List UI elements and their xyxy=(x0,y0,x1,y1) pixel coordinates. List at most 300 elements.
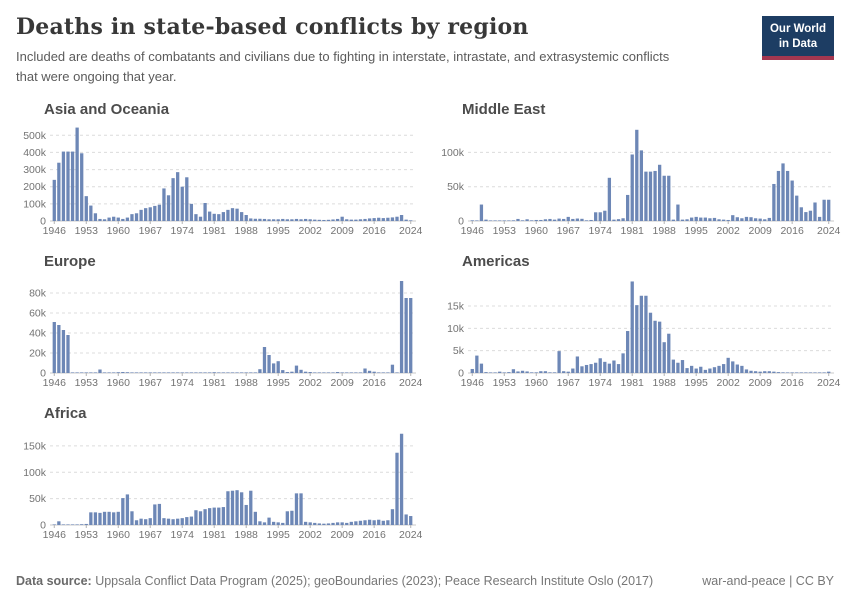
bar-2018 xyxy=(800,373,803,374)
bar-2013 xyxy=(777,372,780,373)
bar-2011 xyxy=(350,220,353,221)
bar-1963 xyxy=(130,214,133,221)
bar-1992 xyxy=(263,219,266,221)
bar-2005 xyxy=(322,373,325,374)
bar-2004 xyxy=(318,220,321,221)
bar-1972 xyxy=(171,373,174,374)
bar-1984 xyxy=(644,172,647,221)
bar-1998 xyxy=(708,369,711,373)
bar-1957 xyxy=(103,220,106,222)
bar-1964 xyxy=(553,220,556,221)
bar-1982 xyxy=(635,130,638,221)
bar-2022 xyxy=(400,215,403,221)
bar-1967 xyxy=(567,372,570,373)
bar-2009 xyxy=(341,217,344,221)
bar-2002 xyxy=(727,220,730,221)
bar-1949 xyxy=(484,220,487,221)
svg-text:2024: 2024 xyxy=(399,225,423,238)
bar-1993 xyxy=(267,355,270,373)
bar-2000 xyxy=(299,220,302,222)
bar-1965 xyxy=(139,519,142,525)
svg-text:2024: 2024 xyxy=(817,225,841,238)
bar-chart-asia-oceania xyxy=(16,121,423,239)
bar-2012 xyxy=(772,372,775,373)
bar-1946 xyxy=(471,369,474,373)
svg-text:2002: 2002 xyxy=(298,529,322,542)
bar-1964 xyxy=(135,214,138,222)
bar-2019 xyxy=(386,373,389,374)
chart-panel-africa xyxy=(16,405,423,543)
bar-2017 xyxy=(377,373,380,374)
bar-2008 xyxy=(754,371,757,373)
bar-2005 xyxy=(322,524,325,525)
bar-1971 xyxy=(167,519,170,525)
bar-1956 xyxy=(516,219,519,221)
bar-1954 xyxy=(89,513,92,526)
bar-2020 xyxy=(809,373,812,374)
bar-2020 xyxy=(809,211,812,221)
header-text xyxy=(16,14,684,87)
bar-2010 xyxy=(763,371,766,373)
bar-1963 xyxy=(548,373,551,374)
svg-text:1953: 1953 xyxy=(74,225,98,238)
svg-text:10k: 10k xyxy=(447,323,464,336)
bar-1986 xyxy=(653,171,656,221)
bar-2018 xyxy=(800,208,803,222)
bar-1976 xyxy=(608,364,611,373)
svg-text:1946: 1946 xyxy=(42,377,66,390)
bar-1972 xyxy=(171,519,174,525)
bar-2000 xyxy=(717,366,720,373)
bar-2002 xyxy=(727,358,730,373)
svg-text:1967: 1967 xyxy=(138,529,162,542)
svg-text:2024: 2024 xyxy=(817,377,841,390)
bar-1964 xyxy=(135,521,138,526)
bar-1957 xyxy=(103,512,106,525)
bar-2024 xyxy=(409,516,412,525)
svg-text:1960: 1960 xyxy=(106,225,130,238)
bar-1972 xyxy=(589,220,592,221)
bar-2014 xyxy=(363,521,366,526)
bar-2020 xyxy=(391,218,394,222)
bar-1958 xyxy=(107,373,110,374)
bar-1977 xyxy=(612,220,615,221)
bar-2000 xyxy=(299,494,302,526)
bar-2021 xyxy=(813,203,816,222)
svg-text:1974: 1974 xyxy=(170,529,194,542)
bar-1980 xyxy=(626,331,629,373)
svg-text:0: 0 xyxy=(458,367,464,380)
bar-2001 xyxy=(722,220,725,221)
svg-text:100k: 100k xyxy=(441,147,464,160)
bar-1983 xyxy=(222,507,225,525)
svg-text:1946: 1946 xyxy=(42,529,66,542)
bar-2002 xyxy=(309,220,312,222)
bar-1988 xyxy=(663,176,666,221)
owid-logo[interactable] xyxy=(762,16,834,60)
svg-text:1981: 1981 xyxy=(620,225,644,238)
svg-text:1988: 1988 xyxy=(234,529,258,542)
bar-1976 xyxy=(190,204,193,221)
bar-1952 xyxy=(80,373,83,374)
bar-2024 xyxy=(409,298,412,373)
bar-1988 xyxy=(245,505,248,525)
svg-text:0: 0 xyxy=(458,215,464,228)
chart-panel-europe xyxy=(16,253,423,391)
bar-2005 xyxy=(322,220,325,221)
bar-2006 xyxy=(745,217,748,221)
bar-2013 xyxy=(359,373,362,374)
bar-2020 xyxy=(391,365,394,373)
bar-2003 xyxy=(313,373,316,374)
bar-1953 xyxy=(503,221,506,222)
bar-1976 xyxy=(608,178,611,221)
bar-1965 xyxy=(139,373,142,374)
bar-1951 xyxy=(493,221,496,222)
bar-1975 xyxy=(185,178,188,222)
bar-1995 xyxy=(695,217,698,221)
bar-2010 xyxy=(345,523,348,525)
bar-1960 xyxy=(535,220,538,221)
bar-1976 xyxy=(190,517,193,525)
bar-2021 xyxy=(395,217,398,221)
bar-2023 xyxy=(823,200,826,221)
bar-1981 xyxy=(213,214,216,221)
chart-title-africa: Africa xyxy=(44,405,87,423)
bar-1969 xyxy=(158,205,161,221)
bar-1996 xyxy=(699,367,702,373)
bar-2022 xyxy=(818,217,821,221)
data-source-text: Uppsala Conflict Data Program (2025); geoBoundaries (2023); Peace Research Institute Oslo (2017) xyxy=(91,574,654,588)
bar-1989 xyxy=(249,373,252,374)
bar-1999 xyxy=(295,219,298,221)
bar-1955 xyxy=(512,369,515,373)
bar-1961 xyxy=(121,219,124,221)
bar-1987 xyxy=(658,322,661,373)
bar-1973 xyxy=(176,172,179,221)
bar-1998 xyxy=(290,511,293,525)
svg-text:1974: 1974 xyxy=(588,377,612,390)
bar-1975 xyxy=(185,373,188,374)
svg-text:50k: 50k xyxy=(29,493,46,506)
bar-2011 xyxy=(768,218,771,221)
bar-1977 xyxy=(194,373,197,374)
bar-1974 xyxy=(599,359,602,374)
svg-text:80k: 80k xyxy=(29,287,46,300)
svg-text:200k: 200k xyxy=(23,181,46,194)
bar-2002 xyxy=(309,523,312,526)
bar-2006 xyxy=(327,220,330,221)
bar-1973 xyxy=(176,519,179,525)
bar-1969 xyxy=(158,373,161,374)
bar-1994 xyxy=(690,218,693,221)
footer xyxy=(16,574,834,588)
bar-2013 xyxy=(777,171,780,221)
attribution: war-and-peace | CC BY xyxy=(702,574,834,588)
svg-text:1995: 1995 xyxy=(266,225,290,238)
bar-1959 xyxy=(530,221,533,222)
bar-2017 xyxy=(795,373,798,374)
svg-text:1960: 1960 xyxy=(524,225,548,238)
bar-2013 xyxy=(359,220,362,222)
svg-text:1953: 1953 xyxy=(74,529,98,542)
bar-1961 xyxy=(121,372,124,373)
bar-1991 xyxy=(676,363,679,373)
bar-1978 xyxy=(199,217,202,221)
bar-1957 xyxy=(103,373,106,374)
bar-1951 xyxy=(75,128,78,221)
bar-1996 xyxy=(281,523,284,525)
bar-1983 xyxy=(640,151,643,222)
bar-2012 xyxy=(354,220,357,221)
bar-1956 xyxy=(98,370,101,374)
bar-1990 xyxy=(254,512,257,525)
bar-1971 xyxy=(585,221,588,222)
svg-text:1967: 1967 xyxy=(138,377,162,390)
bar-1981 xyxy=(213,508,216,525)
bar-2014 xyxy=(363,219,366,221)
svg-text:1981: 1981 xyxy=(202,225,226,238)
bar-1961 xyxy=(539,220,542,221)
svg-text:1995: 1995 xyxy=(684,225,708,238)
bar-2015 xyxy=(368,371,371,373)
bar-2007 xyxy=(331,523,334,525)
svg-text:2016: 2016 xyxy=(362,225,386,238)
bar-2015 xyxy=(786,373,789,374)
bar-1948 xyxy=(62,152,65,221)
bar-1955 xyxy=(512,221,515,222)
bar-1949 xyxy=(484,372,487,373)
bar-1977 xyxy=(194,214,197,221)
bar-1993 xyxy=(267,220,270,222)
bar-1994 xyxy=(272,522,275,525)
bar-1996 xyxy=(281,370,284,373)
bar-1968 xyxy=(571,369,574,373)
svg-text:50k: 50k xyxy=(447,181,464,194)
bar-1972 xyxy=(171,178,174,221)
bar-2019 xyxy=(804,373,807,374)
bar-2016 xyxy=(373,372,376,373)
bar-1965 xyxy=(557,219,560,221)
bar-1976 xyxy=(190,373,193,374)
svg-text:1988: 1988 xyxy=(234,377,258,390)
bar-1970 xyxy=(580,367,583,374)
bar-1947 xyxy=(57,163,60,221)
bar-1952 xyxy=(498,221,501,222)
bar-1978 xyxy=(617,219,620,221)
bar-1992 xyxy=(681,220,684,221)
bar-1973 xyxy=(176,373,179,374)
bar-1975 xyxy=(603,211,606,221)
bar-1952 xyxy=(498,372,501,373)
bar-2007 xyxy=(749,218,752,222)
bar-1990 xyxy=(672,360,675,373)
bar-2024 xyxy=(409,221,412,222)
bar-1989 xyxy=(249,491,252,525)
bar-1995 xyxy=(277,523,280,526)
svg-text:1995: 1995 xyxy=(266,529,290,542)
chart-subtitle: Included are deaths of combatants and civilians due to fighting in interstate, intrastate, and extrasystemic conflicts that were ongoing that year. xyxy=(16,49,670,85)
bar-1977 xyxy=(194,511,197,526)
bar-2024 xyxy=(827,372,830,373)
bar-2015 xyxy=(368,520,371,525)
bar-2004 xyxy=(318,373,321,374)
bar-1955 xyxy=(94,513,97,526)
bar-2002 xyxy=(309,372,312,373)
bar-1969 xyxy=(158,504,161,525)
bar-2018 xyxy=(382,218,385,221)
bar-1967 xyxy=(149,518,152,525)
bar-1959 xyxy=(530,373,533,374)
bar-1955 xyxy=(94,373,97,374)
bar-1988 xyxy=(663,342,666,373)
bar-1978 xyxy=(617,364,620,373)
bar-2021 xyxy=(813,373,816,374)
bar-2009 xyxy=(341,523,344,526)
svg-text:1953: 1953 xyxy=(74,377,98,390)
bar-2023 xyxy=(823,373,826,374)
bar-1956 xyxy=(98,513,101,525)
bar-1951 xyxy=(75,525,78,526)
bar-1986 xyxy=(235,490,238,525)
svg-text:1946: 1946 xyxy=(460,225,484,238)
svg-text:1981: 1981 xyxy=(202,529,226,542)
page-title: Deaths in state-based conflicts by region xyxy=(16,14,529,40)
svg-text:1953: 1953 xyxy=(492,377,516,390)
bar-1997 xyxy=(286,512,289,526)
bar-1958 xyxy=(107,512,110,525)
svg-text:100k: 100k xyxy=(23,198,46,211)
svg-text:150k: 150k xyxy=(23,440,46,453)
bar-1985 xyxy=(231,373,234,374)
bar-1994 xyxy=(272,220,275,222)
bar-1989 xyxy=(667,176,670,221)
bar-1974 xyxy=(181,518,184,525)
svg-text:2016: 2016 xyxy=(780,225,804,238)
bar-1960 xyxy=(117,372,120,373)
bar-1984 xyxy=(644,296,647,373)
bar-1974 xyxy=(181,373,184,374)
bar-1963 xyxy=(548,219,551,221)
svg-text:1960: 1960 xyxy=(106,377,130,390)
bar-1988 xyxy=(245,215,248,221)
bar-2013 xyxy=(359,521,362,525)
bar-1961 xyxy=(539,371,542,373)
bar-1969 xyxy=(576,357,579,374)
bar-1954 xyxy=(89,206,92,221)
bar-1981 xyxy=(631,282,634,374)
bar-2009 xyxy=(341,373,344,374)
svg-text:2009: 2009 xyxy=(330,377,354,390)
bar-1946 xyxy=(471,221,474,222)
bar-1949 xyxy=(66,335,69,373)
bar-1983 xyxy=(222,212,225,221)
bar-2000 xyxy=(299,370,302,373)
bar-1950 xyxy=(489,373,492,374)
bar-1961 xyxy=(121,498,124,525)
bar-1990 xyxy=(254,219,257,221)
bar-2004 xyxy=(736,218,739,222)
bar-2014 xyxy=(363,369,366,374)
bar-1985 xyxy=(649,172,652,221)
svg-text:2016: 2016 xyxy=(362,529,386,542)
bar-2014 xyxy=(781,373,784,374)
svg-text:2009: 2009 xyxy=(330,225,354,238)
bar-1987 xyxy=(240,212,243,221)
bar-2004 xyxy=(736,365,739,373)
bar-1950 xyxy=(71,152,74,221)
bar-2023 xyxy=(405,220,408,221)
bar-2010 xyxy=(345,373,348,374)
bar-2009 xyxy=(759,219,762,221)
bar-1984 xyxy=(226,210,229,221)
bar-1954 xyxy=(89,373,92,374)
bar-2022 xyxy=(400,281,403,373)
bar-1958 xyxy=(525,372,528,374)
bar-2007 xyxy=(331,220,334,222)
bar-1980 xyxy=(626,195,629,221)
bar-1954 xyxy=(507,372,510,373)
bar-2017 xyxy=(377,218,380,221)
bar-1998 xyxy=(290,220,293,222)
bar-1997 xyxy=(286,372,289,373)
bar-1972 xyxy=(589,364,592,373)
bar-1962 xyxy=(544,220,547,222)
bar-1997 xyxy=(286,220,289,222)
bar-2016 xyxy=(791,373,794,374)
bar-1962 xyxy=(126,218,129,221)
svg-text:300k: 300k xyxy=(23,164,46,177)
svg-text:1960: 1960 xyxy=(524,377,548,390)
bar-1974 xyxy=(599,213,602,222)
bar-2004 xyxy=(318,524,321,526)
bar-2009 xyxy=(759,372,762,373)
bar-1990 xyxy=(672,220,675,221)
svg-text:60k: 60k xyxy=(29,307,46,320)
svg-text:2002: 2002 xyxy=(298,377,322,390)
bar-1953 xyxy=(85,196,88,221)
bar-1962 xyxy=(544,371,547,373)
bar-1960 xyxy=(117,512,120,525)
bar-2003 xyxy=(731,215,734,221)
svg-text:2016: 2016 xyxy=(362,377,386,390)
bar-2018 xyxy=(382,373,385,374)
bar-1962 xyxy=(126,372,129,373)
bar-1991 xyxy=(676,205,679,221)
bar-1982 xyxy=(217,508,220,525)
bar-2017 xyxy=(795,196,798,221)
bar-1985 xyxy=(649,313,652,373)
bar-2008 xyxy=(336,372,339,373)
bar-1981 xyxy=(631,155,634,222)
bar-1974 xyxy=(181,187,184,221)
bar-1950 xyxy=(71,373,74,374)
bar-2022 xyxy=(818,373,821,374)
bar-1980 xyxy=(208,212,211,221)
bar-1958 xyxy=(525,220,528,222)
bar-1993 xyxy=(685,368,688,373)
bar-1981 xyxy=(213,372,216,373)
bar-2006 xyxy=(327,373,330,374)
bar-1968 xyxy=(571,219,574,221)
bar-1948 xyxy=(480,364,483,373)
svg-text:1988: 1988 xyxy=(652,225,676,238)
bar-1970 xyxy=(162,518,165,525)
bar-1947 xyxy=(475,221,478,222)
bar-2021 xyxy=(395,453,398,525)
bar-1954 xyxy=(507,221,510,222)
bar-1957 xyxy=(521,221,524,222)
